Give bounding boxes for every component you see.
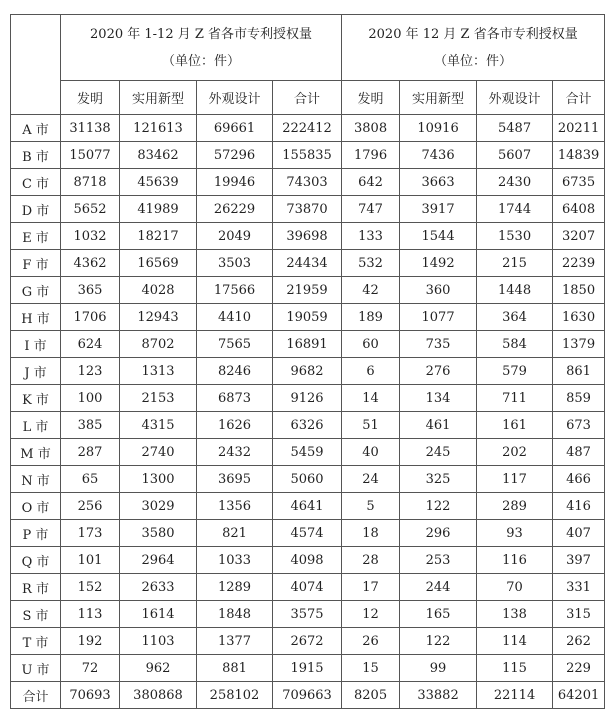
value-cell: 122 bbox=[400, 493, 477, 520]
value-cell: 861 bbox=[553, 358, 605, 385]
value-cell: 3808 bbox=[342, 115, 400, 142]
table-row bbox=[11, 547, 605, 574]
value-cell: 256 bbox=[61, 493, 120, 520]
column-header: 合计 bbox=[553, 81, 605, 115]
table-row bbox=[11, 601, 605, 628]
value-cell: 5487 bbox=[477, 115, 553, 142]
city-cell: I 市 bbox=[11, 331, 61, 358]
value-cell: 2239 bbox=[553, 250, 605, 277]
value-cell: 3695 bbox=[197, 466, 273, 493]
value-cell: 152 bbox=[61, 574, 120, 601]
value-cell: 3503 bbox=[197, 250, 273, 277]
table-row bbox=[11, 169, 605, 196]
value-cell: 70 bbox=[477, 574, 553, 601]
table-row bbox=[11, 520, 605, 547]
value-cell: 192 bbox=[61, 628, 120, 655]
city-cell: S 市 bbox=[11, 601, 61, 628]
table-row bbox=[11, 439, 605, 466]
value-cell: 6326 bbox=[273, 412, 342, 439]
value-cell: 1377 bbox=[197, 628, 273, 655]
value-cell: 74303 bbox=[273, 169, 342, 196]
value-cell: 1915 bbox=[273, 655, 342, 682]
value-cell: 1033 bbox=[197, 547, 273, 574]
value-cell: 215 bbox=[477, 250, 553, 277]
value-cell: 6 bbox=[342, 358, 400, 385]
group-title: 2020 年 1-12 月 Z 省各市专利授权量 bbox=[90, 26, 313, 42]
value-cell: 138 bbox=[477, 601, 553, 628]
value-cell: 33882 bbox=[400, 682, 477, 709]
value-cell: 821 bbox=[197, 520, 273, 547]
city-cell: 合计 bbox=[11, 682, 61, 709]
value-cell: 315 bbox=[553, 601, 605, 628]
value-cell: 245 bbox=[400, 439, 477, 466]
table-row bbox=[11, 115, 605, 142]
group-header-annual bbox=[61, 15, 342, 81]
table-row bbox=[11, 412, 605, 439]
value-cell: 115 bbox=[477, 655, 553, 682]
value-cell: 6735 bbox=[553, 169, 605, 196]
value-cell: 532 bbox=[342, 250, 400, 277]
value-cell: 24434 bbox=[273, 250, 342, 277]
table-row bbox=[11, 628, 605, 655]
city-cell: C 市 bbox=[11, 169, 61, 196]
value-cell: 3580 bbox=[120, 520, 197, 547]
value-cell: 189 bbox=[342, 304, 400, 331]
patent-grants-table bbox=[10, 14, 605, 709]
value-cell: 673 bbox=[553, 412, 605, 439]
value-cell: 222412 bbox=[273, 115, 342, 142]
value-cell: 461 bbox=[400, 412, 477, 439]
column-header: 外观设计 bbox=[477, 81, 553, 115]
value-cell: 1032 bbox=[61, 223, 120, 250]
city-cell: N 市 bbox=[11, 466, 61, 493]
value-cell: 2153 bbox=[120, 385, 197, 412]
value-cell: 14839 bbox=[553, 142, 605, 169]
value-cell: 325 bbox=[400, 466, 477, 493]
value-cell: 8718 bbox=[61, 169, 120, 196]
value-cell: 83462 bbox=[120, 142, 197, 169]
value-cell: 642 bbox=[342, 169, 400, 196]
value-cell: 9126 bbox=[273, 385, 342, 412]
city-cell: P 市 bbox=[11, 520, 61, 547]
value-cell: 1300 bbox=[120, 466, 197, 493]
value-cell: 1356 bbox=[197, 493, 273, 520]
value-cell: 133 bbox=[342, 223, 400, 250]
value-cell: 416 bbox=[553, 493, 605, 520]
value-cell: 4098 bbox=[273, 547, 342, 574]
value-cell: 3207 bbox=[553, 223, 605, 250]
value-cell: 17 bbox=[342, 574, 400, 601]
value-cell: 26 bbox=[342, 628, 400, 655]
value-cell: 19946 bbox=[197, 169, 273, 196]
city-cell: G 市 bbox=[11, 277, 61, 304]
value-cell: 60 bbox=[342, 331, 400, 358]
city-cell: A 市 bbox=[11, 115, 61, 142]
value-cell: 10916 bbox=[400, 115, 477, 142]
city-cell: E 市 bbox=[11, 223, 61, 250]
value-cell: 7565 bbox=[197, 331, 273, 358]
value-cell: 12943 bbox=[120, 304, 197, 331]
table-row bbox=[11, 358, 605, 385]
value-cell: 579 bbox=[477, 358, 553, 385]
city-cell: M 市 bbox=[11, 439, 61, 466]
table-row bbox=[11, 196, 605, 223]
value-cell: 4410 bbox=[197, 304, 273, 331]
value-cell: 40 bbox=[342, 439, 400, 466]
group-header-december bbox=[342, 15, 605, 81]
value-cell: 8702 bbox=[120, 331, 197, 358]
value-cell: 70693 bbox=[61, 682, 120, 709]
value-cell: 4074 bbox=[273, 574, 342, 601]
value-cell: 7436 bbox=[400, 142, 477, 169]
value-cell: 8205 bbox=[342, 682, 400, 709]
value-cell: 2964 bbox=[120, 547, 197, 574]
value-cell: 2432 bbox=[197, 439, 273, 466]
value-cell: 116 bbox=[477, 547, 553, 574]
value-cell: 624 bbox=[61, 331, 120, 358]
value-cell: 1850 bbox=[553, 277, 605, 304]
value-cell: 5060 bbox=[273, 466, 342, 493]
table-body bbox=[11, 115, 605, 709]
value-cell: 41989 bbox=[120, 196, 197, 223]
value-cell: 19059 bbox=[273, 304, 342, 331]
value-cell: 385 bbox=[61, 412, 120, 439]
value-cell: 93 bbox=[477, 520, 553, 547]
table-row bbox=[11, 574, 605, 601]
table-row bbox=[11, 655, 605, 682]
value-cell: 17566 bbox=[197, 277, 273, 304]
value-cell: 4574 bbox=[273, 520, 342, 547]
value-cell: 42 bbox=[342, 277, 400, 304]
value-cell: 24 bbox=[342, 466, 400, 493]
value-cell: 1530 bbox=[477, 223, 553, 250]
value-cell: 15077 bbox=[61, 142, 120, 169]
value-cell: 1630 bbox=[553, 304, 605, 331]
value-cell: 4315 bbox=[120, 412, 197, 439]
value-cell: 73870 bbox=[273, 196, 342, 223]
value-cell: 711 bbox=[477, 385, 553, 412]
value-cell: 1313 bbox=[120, 358, 197, 385]
corner-cell bbox=[11, 15, 61, 115]
value-cell: 5652 bbox=[61, 196, 120, 223]
column-header: 实用新型 bbox=[400, 81, 477, 115]
value-cell: 407 bbox=[553, 520, 605, 547]
column-header-row bbox=[11, 81, 605, 115]
city-cell: U 市 bbox=[11, 655, 61, 682]
value-cell: 1289 bbox=[197, 574, 273, 601]
value-cell: 258102 bbox=[197, 682, 273, 709]
value-cell: 2740 bbox=[120, 439, 197, 466]
value-cell: 881 bbox=[197, 655, 273, 682]
group-title: 2020 年 12 月 Z 省各市专利授权量 bbox=[368, 26, 578, 42]
value-cell: 3575 bbox=[273, 601, 342, 628]
value-cell: 287 bbox=[61, 439, 120, 466]
value-cell: 962 bbox=[120, 655, 197, 682]
table-row bbox=[11, 385, 605, 412]
value-cell: 45639 bbox=[120, 169, 197, 196]
value-cell: 15 bbox=[342, 655, 400, 682]
value-cell: 100 bbox=[61, 385, 120, 412]
value-cell: 18 bbox=[342, 520, 400, 547]
value-cell: 1448 bbox=[477, 277, 553, 304]
value-cell: 165 bbox=[400, 601, 477, 628]
value-cell: 1626 bbox=[197, 412, 273, 439]
city-cell: T 市 bbox=[11, 628, 61, 655]
value-cell: 18217 bbox=[120, 223, 197, 250]
table-row bbox=[11, 250, 605, 277]
value-cell: 173 bbox=[61, 520, 120, 547]
value-cell: 229 bbox=[553, 655, 605, 682]
column-header: 发明 bbox=[342, 81, 400, 115]
value-cell: 113 bbox=[61, 601, 120, 628]
value-cell: 2049 bbox=[197, 223, 273, 250]
value-cell: 14 bbox=[342, 385, 400, 412]
value-cell: 5459 bbox=[273, 439, 342, 466]
value-cell: 26229 bbox=[197, 196, 273, 223]
value-cell: 709663 bbox=[273, 682, 342, 709]
value-cell: 397 bbox=[553, 547, 605, 574]
city-cell: B 市 bbox=[11, 142, 61, 169]
value-cell: 253 bbox=[400, 547, 477, 574]
value-cell: 16891 bbox=[273, 331, 342, 358]
value-cell: 735 bbox=[400, 331, 477, 358]
city-cell: R 市 bbox=[11, 574, 61, 601]
value-cell: 4028 bbox=[120, 277, 197, 304]
value-cell: 1744 bbox=[477, 196, 553, 223]
table-row bbox=[11, 223, 605, 250]
value-cell: 134 bbox=[400, 385, 477, 412]
column-header: 实用新型 bbox=[120, 81, 197, 115]
value-cell: 1103 bbox=[120, 628, 197, 655]
value-cell: 64201 bbox=[553, 682, 605, 709]
value-cell: 1706 bbox=[61, 304, 120, 331]
value-cell: 360 bbox=[400, 277, 477, 304]
value-cell: 1544 bbox=[400, 223, 477, 250]
value-cell: 1379 bbox=[553, 331, 605, 358]
value-cell: 2672 bbox=[273, 628, 342, 655]
value-cell: 2430 bbox=[477, 169, 553, 196]
value-cell: 20211 bbox=[553, 115, 605, 142]
value-cell: 114 bbox=[477, 628, 553, 655]
value-cell: 331 bbox=[553, 574, 605, 601]
city-cell: K 市 bbox=[11, 385, 61, 412]
value-cell: 487 bbox=[553, 439, 605, 466]
value-cell: 859 bbox=[553, 385, 605, 412]
value-cell: 466 bbox=[553, 466, 605, 493]
value-cell: 1848 bbox=[197, 601, 273, 628]
value-cell: 296 bbox=[400, 520, 477, 547]
table-row bbox=[11, 493, 605, 520]
table-row bbox=[11, 277, 605, 304]
value-cell: 5607 bbox=[477, 142, 553, 169]
value-cell: 584 bbox=[477, 331, 553, 358]
unit-label: （单位：件） bbox=[162, 53, 241, 69]
value-cell: 289 bbox=[477, 493, 553, 520]
city-cell: Q 市 bbox=[11, 547, 61, 574]
value-cell: 22114 bbox=[477, 682, 553, 709]
value-cell: 4362 bbox=[61, 250, 120, 277]
table-row bbox=[11, 304, 605, 331]
value-cell: 101 bbox=[61, 547, 120, 574]
value-cell: 51 bbox=[342, 412, 400, 439]
value-cell: 202 bbox=[477, 439, 553, 466]
city-cell: D 市 bbox=[11, 196, 61, 223]
value-cell: 5 bbox=[342, 493, 400, 520]
value-cell: 12 bbox=[342, 601, 400, 628]
table-row bbox=[11, 466, 605, 493]
value-cell: 16569 bbox=[120, 250, 197, 277]
value-cell: 747 bbox=[342, 196, 400, 223]
value-cell: 1614 bbox=[120, 601, 197, 628]
value-cell: 39698 bbox=[273, 223, 342, 250]
value-cell: 365 bbox=[61, 277, 120, 304]
value-cell: 380868 bbox=[120, 682, 197, 709]
value-cell: 21959 bbox=[273, 277, 342, 304]
value-cell: 65 bbox=[61, 466, 120, 493]
value-cell: 28 bbox=[342, 547, 400, 574]
table-row bbox=[11, 142, 605, 169]
value-cell: 155835 bbox=[273, 142, 342, 169]
unit-label: （单位：件） bbox=[434, 53, 513, 69]
value-cell: 6873 bbox=[197, 385, 273, 412]
value-cell: 1492 bbox=[400, 250, 477, 277]
table-row bbox=[11, 331, 605, 358]
city-cell: F 市 bbox=[11, 250, 61, 277]
value-cell: 99 bbox=[400, 655, 477, 682]
value-cell: 364 bbox=[477, 304, 553, 331]
total-row bbox=[11, 682, 605, 709]
value-cell: 31138 bbox=[61, 115, 120, 142]
value-cell: 6408 bbox=[553, 196, 605, 223]
column-header: 发明 bbox=[61, 81, 120, 115]
value-cell: 1796 bbox=[342, 142, 400, 169]
value-cell: 4641 bbox=[273, 493, 342, 520]
value-cell: 121613 bbox=[120, 115, 197, 142]
value-cell: 262 bbox=[553, 628, 605, 655]
value-cell: 3917 bbox=[400, 196, 477, 223]
value-cell: 8246 bbox=[197, 358, 273, 385]
city-cell: J 市 bbox=[11, 358, 61, 385]
value-cell: 9682 bbox=[273, 358, 342, 385]
city-cell: O 市 bbox=[11, 493, 61, 520]
value-cell: 3663 bbox=[400, 169, 477, 196]
value-cell: 3029 bbox=[120, 493, 197, 520]
value-cell: 72 bbox=[61, 655, 120, 682]
value-cell: 69661 bbox=[197, 115, 273, 142]
city-cell: H 市 bbox=[11, 304, 61, 331]
column-header: 合计 bbox=[273, 81, 342, 115]
column-header: 外观设计 bbox=[197, 81, 273, 115]
value-cell: 161 bbox=[477, 412, 553, 439]
value-cell: 117 bbox=[477, 466, 553, 493]
city-cell: L 市 bbox=[11, 412, 61, 439]
value-cell: 2633 bbox=[120, 574, 197, 601]
value-cell: 244 bbox=[400, 574, 477, 601]
value-cell: 122 bbox=[400, 628, 477, 655]
value-cell: 123 bbox=[61, 358, 120, 385]
value-cell: 1077 bbox=[400, 304, 477, 331]
value-cell: 276 bbox=[400, 358, 477, 385]
value-cell: 57296 bbox=[197, 142, 273, 169]
